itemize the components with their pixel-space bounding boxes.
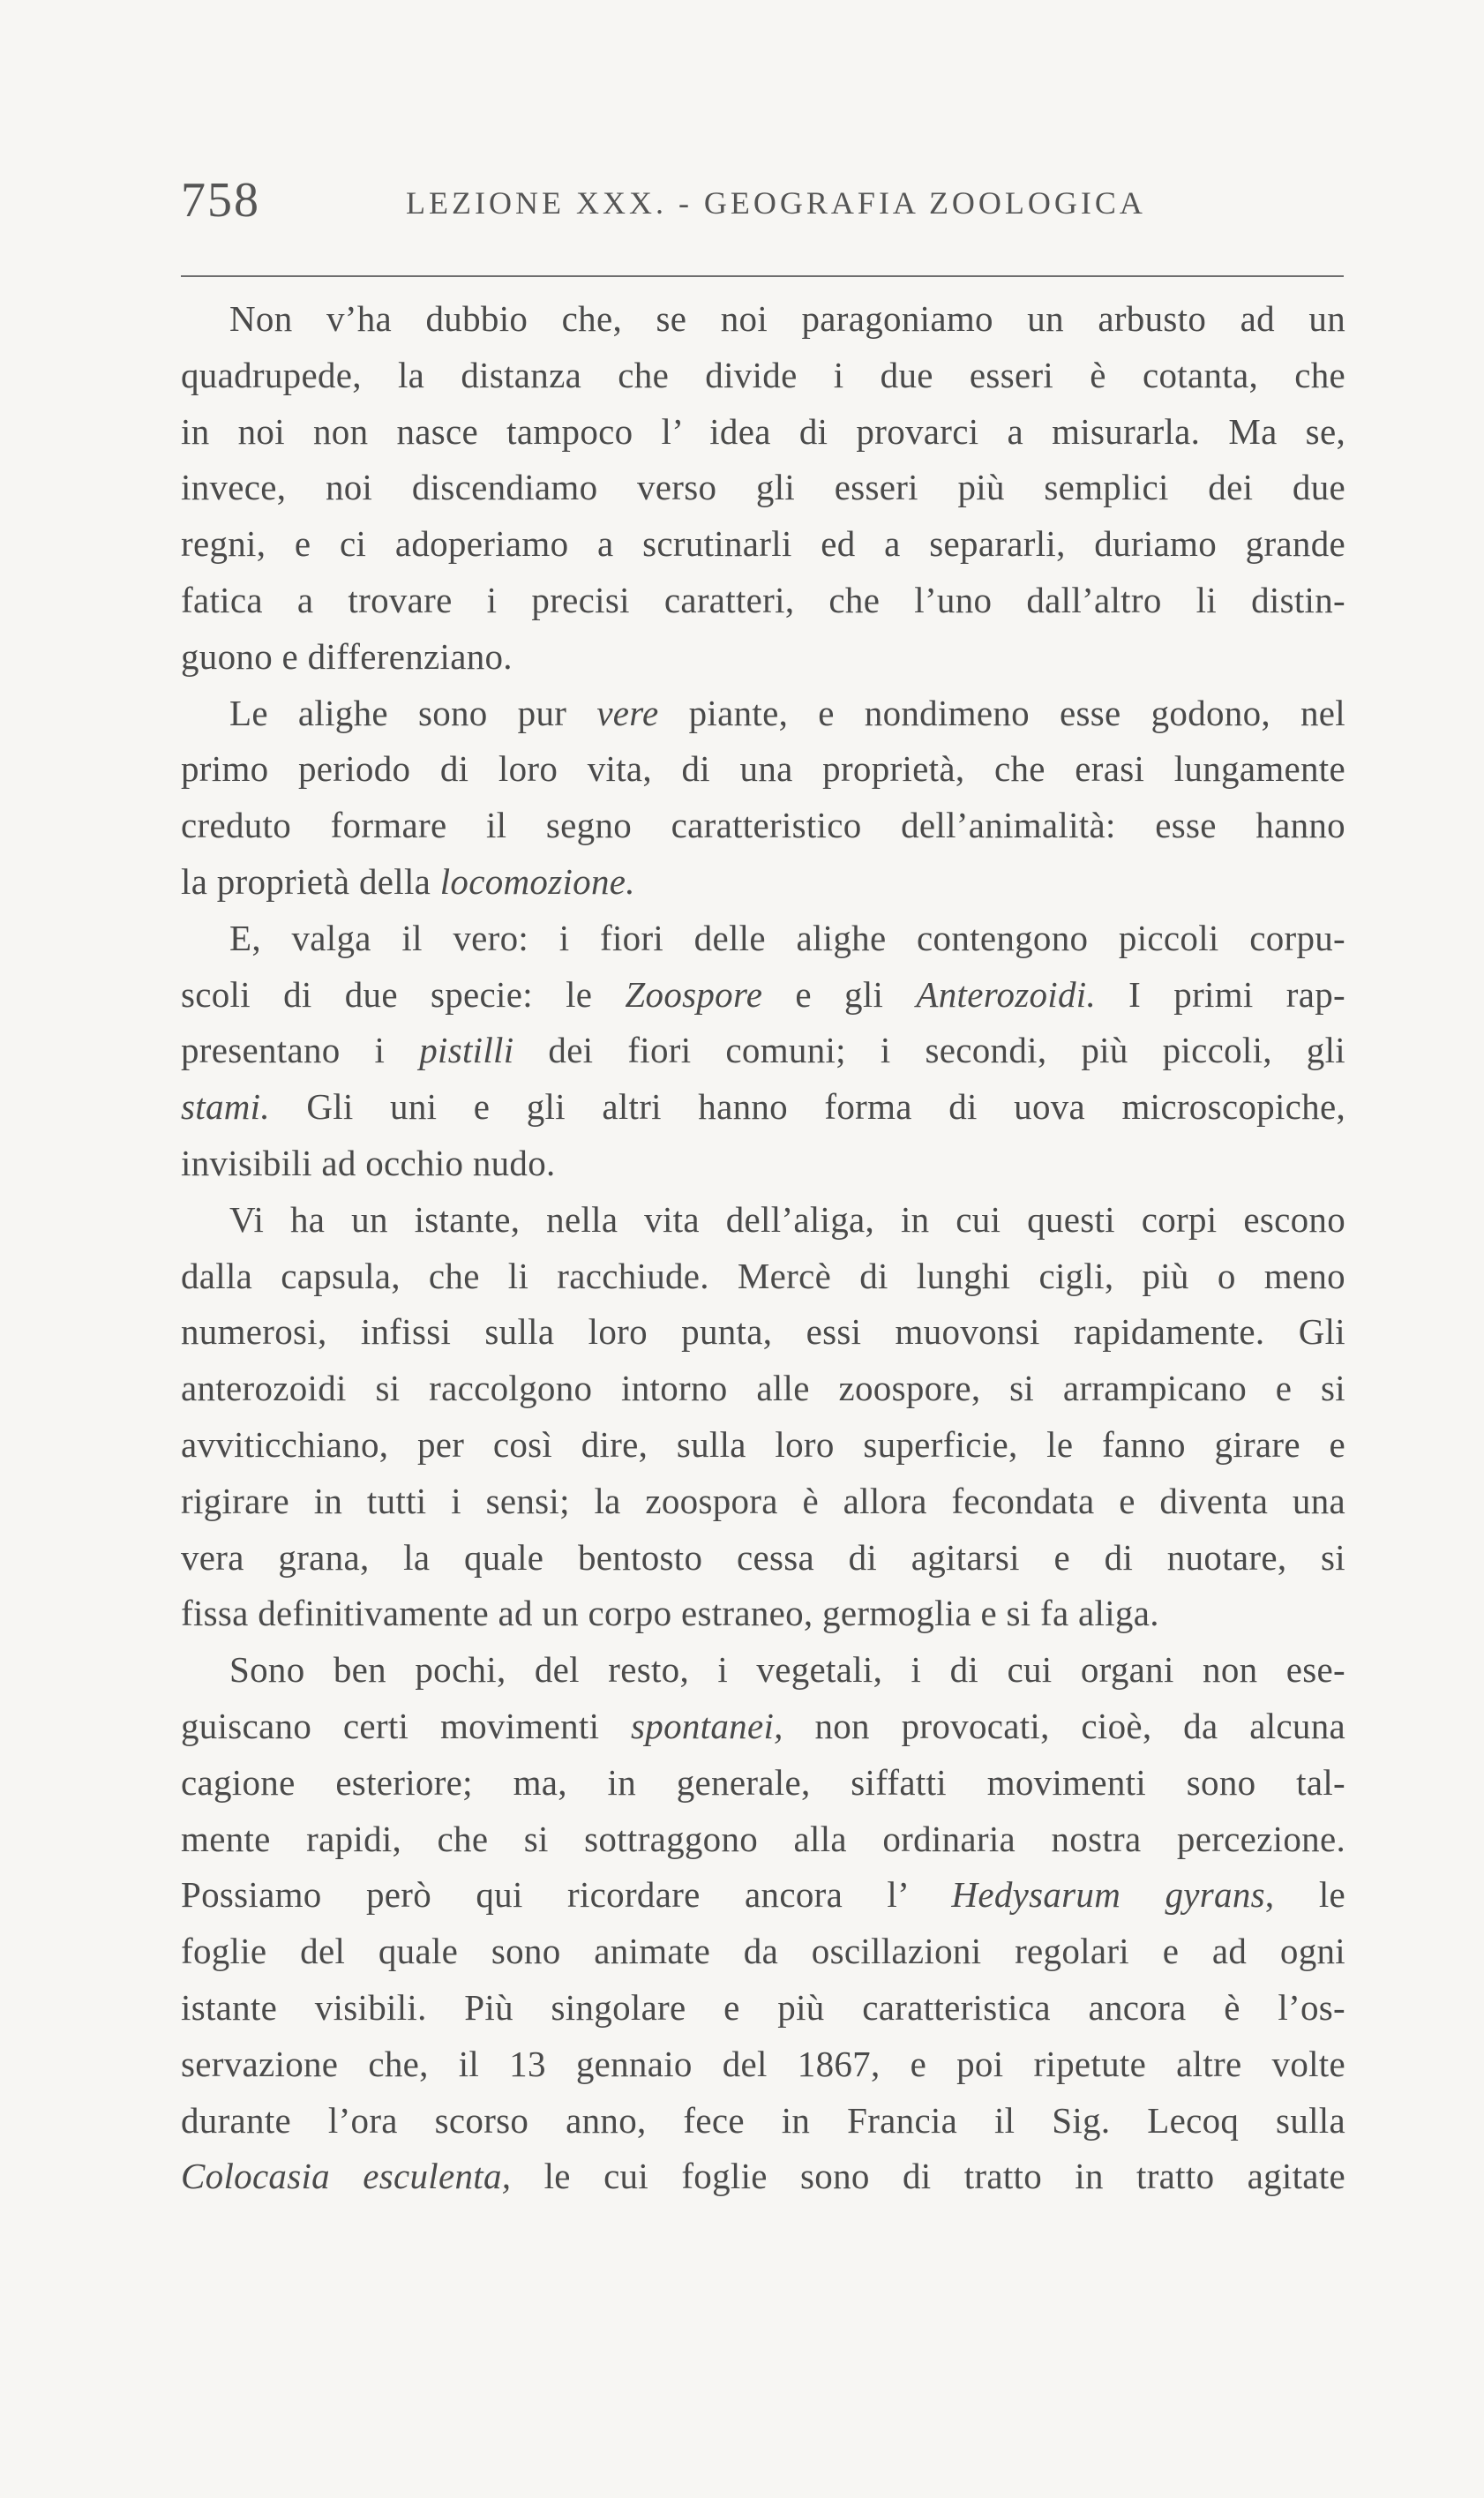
text-segment: Possiamo però qui ricordare ancora l’ bbox=[181, 1874, 952, 1916]
text-segment: e gli bbox=[762, 973, 917, 1015]
text-line bbox=[181, 1079, 1345, 1136]
text-line bbox=[181, 1474, 1345, 1530]
text-line bbox=[181, 1136, 1345, 1192]
text-line bbox=[181, 460, 1345, 516]
text-line bbox=[181, 404, 1345, 461]
page-number: 758 bbox=[181, 173, 260, 228]
italic-text: Colocasia esculenta, bbox=[181, 2156, 512, 2197]
text-segment: cagione esteriore; ma, in generale, siffatti movimenti sono tal- bbox=[181, 1761, 1345, 1803]
text-segment: le cui foglie sono di tratto in tratto agitate bbox=[511, 2156, 1345, 2197]
text-line bbox=[181, 2093, 1345, 2149]
text-line bbox=[181, 1361, 1345, 1417]
text-segment: fissa definitivamente ad un corpo estraneo, germoglia e si fa aliga. bbox=[181, 1593, 1159, 1634]
text-line bbox=[181, 1755, 1345, 1812]
text-line bbox=[181, 1699, 1345, 1755]
running-title: LEZIONE XXX. - GEOGRAFIA ZOOLOGICA bbox=[406, 185, 1146, 221]
text-line bbox=[181, 1812, 1345, 1868]
text-segment: Non v’ha dubbio che, se noi paragoniamo un arbusto ad un bbox=[229, 298, 1345, 339]
italic-text: Zoospore bbox=[625, 973, 763, 1015]
text-segment: durante l’ora scorso anno, fece in Francia il Sig. Lecoq sulla bbox=[181, 2099, 1345, 2141]
italic-text: stami. bbox=[181, 1086, 270, 1128]
text-segment: dalla capsula, che li racchiude. Mercè di lunghi cigli, più o meno bbox=[181, 1255, 1345, 1296]
text-segment: anterozoidi si raccolgono intorno alle zoospore, si arrampicano e si bbox=[181, 1368, 1345, 1409]
text-segment: dei fiori comuni; i secondi, più piccoli, gli bbox=[513, 1030, 1345, 1071]
text-line bbox=[181, 1924, 1345, 1980]
text-line bbox=[181, 573, 1345, 629]
text-line bbox=[181, 686, 1345, 742]
text-line bbox=[181, 967, 1345, 1024]
text-line bbox=[181, 798, 1345, 854]
text-segment: piante, e nondimeno esse godono, nel bbox=[658, 692, 1345, 733]
text-segment: fatica a trovare i precisi caratteri, che l’uno dall’altro li distin- bbox=[181, 579, 1345, 620]
text-segment: creduto formare il segno caratteristico dell’animalità: esse hanno bbox=[181, 805, 1345, 846]
text-segment: presentano i bbox=[181, 1030, 420, 1071]
italic-text: locomozione. bbox=[439, 860, 635, 902]
text-segment: la proprietà della bbox=[181, 860, 440, 902]
text-line bbox=[181, 854, 1345, 911]
text-line bbox=[181, 1249, 1345, 1305]
text-line bbox=[181, 1417, 1345, 1474]
italic-text: vere bbox=[596, 692, 659, 733]
text-segment: Gli uni e gli altri hanno forma di uova microscopiche, bbox=[269, 1086, 1345, 1128]
text-line bbox=[181, 348, 1345, 404]
text-segment: Le alighe sono pur bbox=[229, 692, 597, 733]
running-head bbox=[181, 172, 1345, 228]
text-line bbox=[181, 1023, 1345, 1079]
text-segment: numerosi, infissi sulla loro punta, essi muovonsi rapidamente. Gli bbox=[181, 1311, 1345, 1353]
text-segment: , le bbox=[1264, 1874, 1345, 1916]
text-line bbox=[181, 1586, 1345, 1642]
header-rule bbox=[181, 275, 1344, 277]
italic-text: pistilli bbox=[419, 1030, 514, 1071]
text-segment: invece, noi discendiamo verso gli esseri più semplici dei due bbox=[181, 467, 1345, 508]
text-line bbox=[181, 911, 1345, 967]
text-line bbox=[181, 516, 1345, 573]
text-segment: avviticchiano, per così dire, sulla loro superficie, le fanno girare e bbox=[181, 1423, 1345, 1465]
text-segment: in noi non nasce tampoco l’ idea di provarci a misurarla. Ma se, bbox=[181, 410, 1345, 452]
text-segment: istante visibili. Più singolare e più caratteristica ancora è l’os- bbox=[181, 1986, 1345, 2028]
text-line bbox=[181, 291, 1345, 348]
text-segment: primo periodo di loro vita, di una proprietà, che erasi lungamente bbox=[181, 748, 1345, 790]
text-line bbox=[181, 1867, 1345, 1924]
text-line bbox=[181, 2037, 1345, 2093]
text-segment: invisibili ad occhio nudo. bbox=[181, 1142, 556, 1183]
text-line bbox=[181, 1530, 1345, 1587]
italic-text: Hedysarum gyrans bbox=[951, 1874, 1265, 1916]
text-segment: quadrupede, la distanza che divide i due esseri è cotanta, che bbox=[181, 354, 1345, 395]
text-segment: Vi ha un istante, nella vita dell’aliga, in cui questi corpi escono bbox=[229, 1198, 1345, 1240]
text-line bbox=[181, 1980, 1345, 2037]
body-text bbox=[181, 291, 1345, 2205]
text-segment: mente rapidi, che si sottraggono alla ordinaria nostra percezione. bbox=[181, 1818, 1345, 1859]
italic-text: spontanei, bbox=[631, 1705, 783, 1746]
text-segment: Sono ben pochi, del resto, i vegetali, i di cui organi non ese- bbox=[229, 1649, 1345, 1691]
text-segment: rigirare in tutti i sensi; la zoospora è allora fecondata e diventa una bbox=[181, 1480, 1345, 1521]
text-segment: servazione che, il 13 gennaio del 1867, e poi ripetute altre volte bbox=[181, 2043, 1345, 2084]
text-line bbox=[181, 741, 1345, 798]
italic-text: Anterozoidi. bbox=[916, 973, 1097, 1015]
text-line bbox=[181, 1304, 1345, 1361]
text-segment: I primi rap- bbox=[1096, 973, 1345, 1015]
text-line bbox=[181, 1642, 1345, 1699]
text-segment: guiscano certi movimenti bbox=[181, 1705, 632, 1746]
text-line bbox=[181, 2149, 1345, 2205]
text-segment: vera grana, la quale bentosto cessa di agitarsi e di nuotare, si bbox=[181, 1536, 1345, 1578]
text-segment: non provocati, cioè, da alcuna bbox=[783, 1705, 1345, 1746]
text-segment: regni, e ci adoperiamo a scrutinarli ed a separarli, duriamo grande bbox=[181, 523, 1345, 565]
text-segment: scoli di due specie: le bbox=[181, 973, 626, 1015]
text-line bbox=[181, 629, 1345, 686]
text-segment: E, valga il vero: i fiori delle alighe contengono piccoli corpu- bbox=[229, 917, 1345, 958]
text-segment: guono e differenziano. bbox=[181, 635, 513, 677]
text-segment: foglie del quale sono animate da oscillazioni regolari e ad ogni bbox=[181, 1931, 1345, 1972]
text-line bbox=[181, 1192, 1345, 1249]
